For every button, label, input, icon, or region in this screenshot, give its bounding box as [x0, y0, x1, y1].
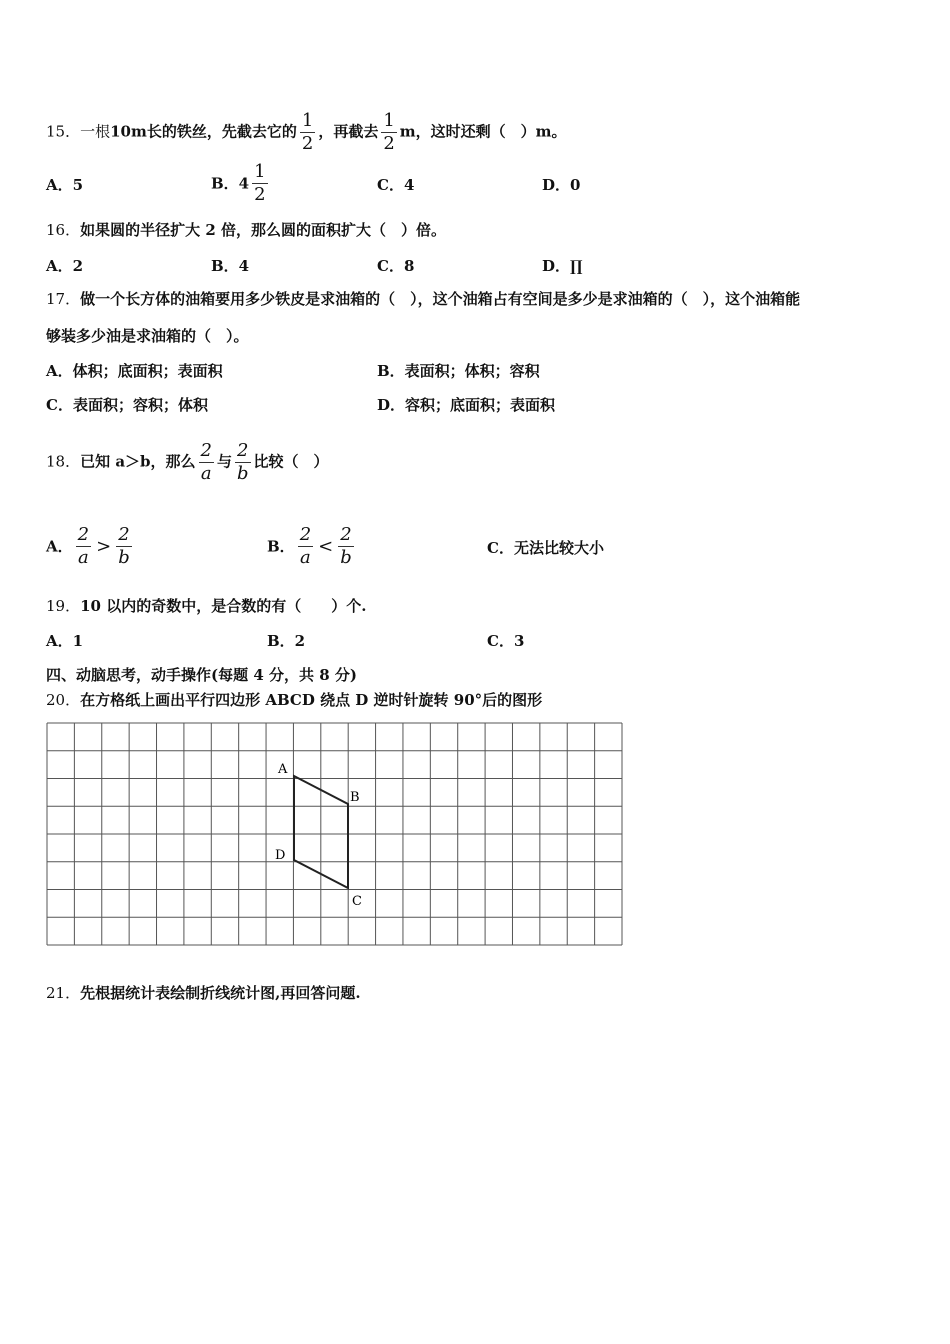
- question-number: 15．: [46, 122, 81, 141]
- fraction: $\frac{2}{b}$: [237, 440, 249, 484]
- question-number: 20．: [46, 691, 81, 709]
- vertex-label-a: A: [278, 762, 288, 777]
- question-15: 15．一根10m长的铁丝，先截去它的 $\frac{1}{2}$ ，再截去 $\frac{1}{2}$ m，这时还剩（ ）m。: [46, 110, 567, 154]
- vertex-label-d: D: [275, 848, 286, 863]
- question-16: 16．如果圆的半径扩大 2 倍，那么圆的面积扩大（ ）倍。: [46, 221, 446, 239]
- question-19: 19．10 以内的奇数中，是合数的有（ ）个.: [46, 597, 367, 615]
- question-17-cont: 够装多少油是求油箱的（ ）。: [46, 327, 249, 345]
- option-a[interactable]: A． $\frac{2}{a}$ > $\frac{2}{b}$: [46, 524, 130, 568]
- question-18: 18．已知 a＞b，那么 $\frac{2}{a}$ 与 $\frac{2}{b}$ 比较（ ）: [46, 440, 329, 484]
- section-heading: 四、动脑思考，动手操作(每题 4 分，共 8 分): [46, 666, 357, 684]
- vertex-label-b: B: [350, 790, 360, 805]
- fraction: $\frac{1}{2}$: [383, 110, 395, 154]
- option-a[interactable]: A．2: [46, 257, 84, 275]
- option-c[interactable]: C．表面积；容积；体积: [46, 396, 208, 414]
- option-c[interactable]: C．无法比较大小: [487, 539, 604, 557]
- option-c[interactable]: C．8: [377, 257, 415, 275]
- question-20: 20．在方格纸上画出平行四边形 ABCD 绕点 D 逆时针旋转 90°后的图形: [46, 691, 543, 709]
- question-number: 17．: [46, 290, 81, 308]
- question-number: 21．: [46, 984, 81, 1002]
- option-b[interactable]: B．4: [211, 257, 250, 275]
- question-17: 17．做一个长方体的油箱要用多少铁皮是求油箱的（ ），这个油箱占有空间是多少是求油箱的（ ），这个油箱能: [46, 290, 801, 308]
- option-d[interactable]: D．容积；底面积；表面积: [377, 396, 556, 414]
- question-number: 19．: [46, 597, 81, 615]
- option-b[interactable]: B．4 $\frac{1}{2}$: [211, 161, 266, 205]
- grid-paper: [46, 722, 624, 948]
- fraction: $\frac{2}{a}$: [200, 440, 212, 484]
- option-b[interactable]: B．2: [267, 632, 306, 650]
- option-a[interactable]: A．1: [46, 632, 84, 650]
- fraction: $\frac{2}{a}$: [77, 524, 90, 568]
- option-a[interactable]: A．5: [46, 176, 84, 194]
- fraction: $\frac{1}{2}$: [301, 110, 314, 154]
- vertex-label-c: C: [352, 894, 362, 909]
- option-d[interactable]: D．∏: [542, 257, 583, 275]
- fraction: $\frac{1}{2}$: [254, 161, 266, 205]
- option-d[interactable]: D．0: [542, 176, 581, 194]
- option-a[interactable]: A．体积；底面积；表面积: [46, 362, 223, 380]
- option-c[interactable]: C．3: [487, 632, 525, 650]
- option-b[interactable]: B． $\frac{2}{a}$ < $\frac{2}{b}$: [267, 524, 352, 568]
- fraction: $\frac{2}{a}$: [299, 524, 312, 568]
- question-number: 16．: [46, 221, 81, 239]
- option-b[interactable]: B．表面积；体积；容积: [377, 362, 540, 380]
- fraction: $\frac{2}{b}$: [118, 524, 130, 568]
- option-c[interactable]: C．4: [377, 176, 415, 194]
- question-number: 18．: [46, 452, 81, 471]
- grid-lines: [47, 723, 622, 945]
- question-21: 21．先根据统计表绘制折线统计图,再回答问题.: [46, 984, 361, 1002]
- fraction: $\frac{2}{b}$: [340, 524, 352, 568]
